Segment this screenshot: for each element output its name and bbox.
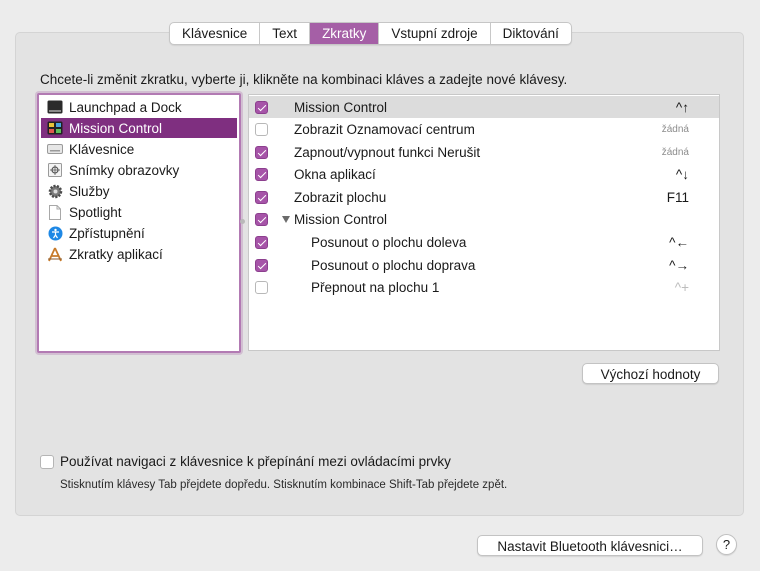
sidebar-item-screenshots[interactable] [41, 160, 237, 180]
sidebar-item-spotlight[interactable] [41, 202, 237, 222]
shortcut-key[interactable]: žádná [661, 146, 689, 158]
shortcut-label: Okna aplikací [294, 166, 376, 182]
shortcut-row-switch-desktop-1[interactable] [249, 276, 719, 298]
instruction-text: Chcete-li změnit zkratku, vyberte ji, klikněte na kombinaci kláves a zadejte nové klávesy. [40, 72, 568, 87]
shortcut-row-notification-center[interactable] [249, 118, 719, 140]
shortcut-row-move-left-space[interactable] [249, 231, 719, 253]
restore-defaults-button[interactable]: Výchozí hodnoty [582, 363, 719, 384]
tab-shortcuts[interactable]: Zkratky [310, 23, 379, 44]
app-shortcuts-icon [47, 247, 63, 262]
shortcut-row-mission-control[interactable] [249, 96, 719, 118]
shortcut-label: Zobrazit Oznamovací centrum [294, 121, 475, 137]
sidebar-item-services[interactable] [41, 181, 237, 201]
sidebar-item-label: Launchpad a Dock [69, 99, 182, 115]
shortcut-label: Mission Control [294, 211, 388, 227]
shortcut-label: Zobrazit plochu [294, 189, 387, 205]
shortcut-checkbox[interactable] [255, 259, 268, 272]
sidebar-item-launchpad-dock[interactable] [41, 97, 237, 117]
shortcut-row-move-right-space[interactable] [249, 254, 719, 276]
shortcut-row-mission-control-group[interactable] [249, 208, 719, 230]
keyboard-navigation-hint: Stisknutím klávesy Tab přejdete dopředu. Stisknutím kombinace Shift-Tab přejdete zpět. [60, 479, 508, 491]
shortcut-checkbox[interactable] [255, 146, 268, 159]
screenshot-icon [47, 163, 63, 178]
services-gear-icon [47, 184, 63, 199]
keyboard-navigation-label: Používat navigaci z klávesnice k přepínání mezi ovládacími prvky [60, 454, 451, 469]
accessibility-icon [47, 226, 63, 241]
shortcut-row-do-not-disturb[interactable] [249, 141, 719, 163]
split-view-handle[interactable] [240, 219, 245, 224]
shortcut-label: Přepnout na plochu 1 [311, 279, 440, 295]
shortcut-checkbox[interactable] [255, 123, 268, 136]
launchpad-dock-icon [47, 100, 63, 115]
sidebar-item-label: Mission Control [69, 120, 163, 136]
keyboard-icon [47, 142, 63, 157]
keyboard-navigation-checkbox[interactable] [40, 455, 54, 469]
sidebar-item-keyboard[interactable] [41, 139, 237, 159]
sidebar-item-label: Spotlight [69, 204, 122, 220]
sidebar-item-label: Služby [69, 183, 110, 199]
shortcut-key[interactable]: ^← [669, 234, 689, 250]
mission-control-icon [47, 121, 63, 136]
tab-bar [169, 22, 572, 45]
shortcut-key[interactable]: žádná [661, 123, 689, 135]
shortcut-label: Zapnout/vypnout funkci Nerušit [294, 144, 481, 160]
shortcut-label: Posunout o plochu doprava [311, 257, 476, 273]
tab-dictation[interactable]: Diktování [502, 26, 559, 41]
shortcut-key[interactable]: ^↑ [675, 99, 689, 115]
shortcut-checkbox[interactable] [255, 168, 268, 181]
shortcut-list[interactable] [248, 94, 720, 351]
sidebar-item-mission-control[interactable] [41, 118, 237, 138]
tab-input-sources[interactable]: Vstupní zdroje [379, 23, 490, 44]
tab-text[interactable]: Text [260, 23, 310, 44]
spotlight-doc-icon [47, 205, 63, 220]
shortcut-key[interactable]: ^+ [674, 279, 689, 295]
shortcut-row-app-windows[interactable] [249, 163, 719, 185]
sidebar-item-label: Zpřístupnění [69, 225, 145, 241]
setup-bluetooth-keyboard-button[interactable]: Nastavit Bluetooth klávesnici… [477, 535, 703, 556]
shortcut-checkbox[interactable] [255, 191, 268, 204]
sidebar-item-label: Zkratky aplikací [69, 246, 163, 262]
help-button[interactable]: ? [716, 534, 737, 555]
shortcut-checkbox[interactable] [255, 281, 268, 294]
shortcut-label: Mission Control [294, 99, 388, 115]
sidebar-item-label: Snímky obrazovky [69, 162, 180, 178]
shortcut-checkbox[interactable] [255, 101, 268, 114]
shortcut-key[interactable]: ^→ [669, 257, 689, 273]
shortcut-key[interactable]: ^↓ [675, 166, 689, 182]
sidebar-item-label: Klávesnice [69, 141, 135, 157]
sidebar-item-app-shortcuts[interactable] [41, 244, 237, 264]
shortcut-key[interactable]: F11 [666, 189, 689, 205]
shortcut-row-show-desktop[interactable] [249, 186, 719, 208]
shortcut-label: Posunout o plochu doleva [311, 234, 467, 250]
shortcut-checkbox[interactable] [255, 213, 268, 226]
disclosure-triangle-icon[interactable] [282, 216, 290, 223]
sidebar-item-accessibility[interactable] [41, 223, 237, 243]
shortcut-category-list[interactable] [37, 93, 241, 353]
tab-keyboard[interactable]: Klávesnice [170, 23, 260, 44]
shortcut-checkbox[interactable] [255, 236, 268, 249]
